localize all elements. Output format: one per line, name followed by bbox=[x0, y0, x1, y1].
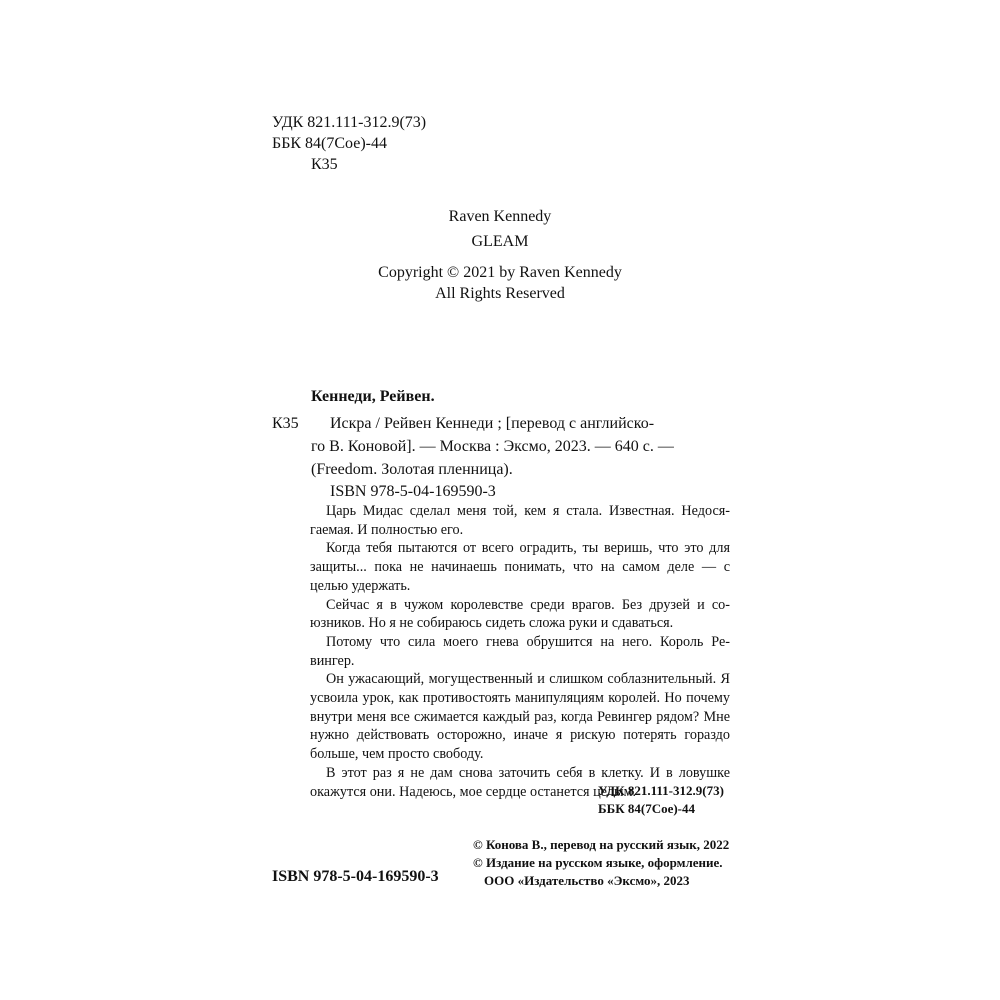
original-author: Raven Kennedy bbox=[448, 208, 552, 225]
copyright-translation: © Конова В., перевод на русский язык, 2022 bbox=[473, 837, 730, 852]
record-author-mark: К35 bbox=[272, 415, 299, 432]
udk-code-top: УДК 821.111-312.9(73) bbox=[272, 114, 427, 131]
udk-code-bottom: УДК 821.111-312.9(73) bbox=[598, 783, 724, 798]
author-mark-top: К35 bbox=[311, 156, 338, 173]
annotation-paragraph: Потому что сила моего гнева обрушится на него. Король Ревингер. bbox=[310, 633, 730, 669]
annotation-paragraph: Он ужасающий, могущественный и слишком соблазнительный. Я усвоила урок, как противостоять манипуляциям королей. Но почему внутри меня все сжимается каждый раз, когда Ревингер рядом? Мне нужно действовать осторожно, иначе я рискую потерять гораздо больше, чем просто свободу. bbox=[310, 671, 730, 763]
annotation-paragraph: Когда тебя пытаются от всего оградить, ты веришь, что это для защиты... пока не начинаешь понимать, что на самом деле — с целью удержать. bbox=[310, 540, 730, 594]
annotation-block bbox=[310, 502, 730, 801]
copyright-publisher: ООО «Издательство «Эксмо», 2023 bbox=[484, 873, 690, 888]
annotation-paragraph: Царь Мидас сделал меня той, кем я стала. Известная. Недосягаемая. И полностью его. bbox=[310, 503, 730, 538]
annotation-paragraph: В этот раз я не дам снова заточить себя в клетку. И в ловушке окажутся они. Надеюсь, мое сердце останется целым. bbox=[310, 764, 730, 800]
annotation-paragraph: Сейчас я в чужом королевстве среди врагов. Без друзей и союзников. Но я не собираюсь сидеть сложа руки и сдаваться. bbox=[310, 596, 730, 632]
bbk-code-top: ББК 84(7Сое)-44 bbox=[272, 135, 387, 152]
rights-line: All Rights Reserved bbox=[435, 285, 565, 302]
record-line-2: го В. Коновой]. — Москва : Эксмо, 2023. — 640 с. — bbox=[311, 438, 674, 455]
copyright-line: Copyright © 2021 by Raven Kennedy bbox=[378, 264, 622, 281]
copyright-edition: © Издание на русском языке, оформление. bbox=[473, 855, 723, 870]
record-isbn: ISBN 978-5-04-169590-3 bbox=[330, 483, 496, 500]
bbk-code-bottom: ББК 84(7Сое)-44 bbox=[598, 801, 696, 816]
record-line-3: (Freedom. Золотая пленница). bbox=[311, 461, 513, 478]
record-heading: Кеннеди, Рейвен. bbox=[311, 388, 435, 405]
record-line-1: Искра / Рейвен Кеннеди ; [перевод с английско- bbox=[330, 415, 655, 432]
original-title: GLEAM bbox=[471, 233, 529, 250]
footer-isbn: ISBN 978-5-04-169590-3 bbox=[272, 868, 439, 885]
